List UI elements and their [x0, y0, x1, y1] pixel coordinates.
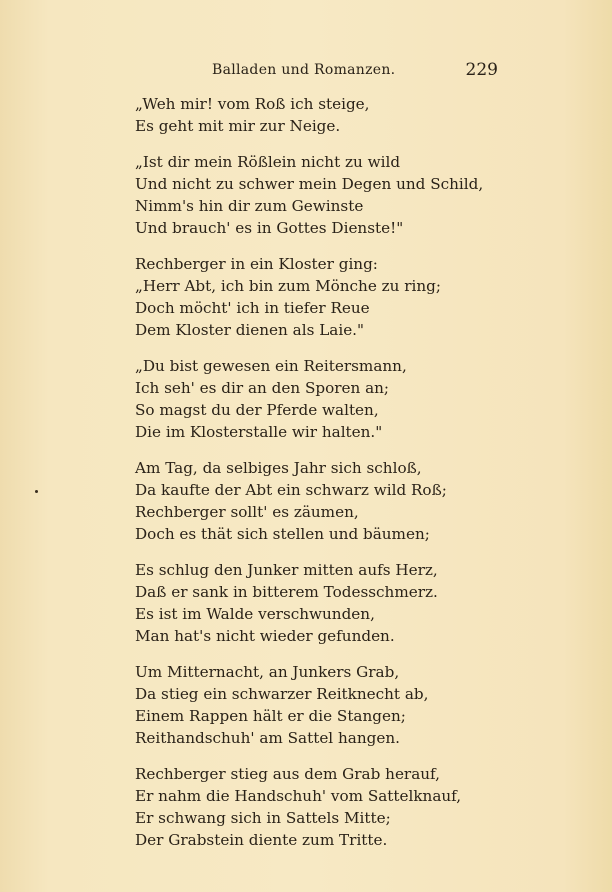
verse-line: So magst du der Pferde walten, — [135, 401, 379, 419]
verse-line: Da kaufte der Abt ein schwarz wild Roß; — [135, 481, 447, 499]
verse-line: Die im Klosterstalle wir halten." — [135, 423, 383, 441]
verse-line: „Herr Abt, ich bin zum Mönche zu ring; — [135, 277, 441, 295]
verse-line: Er schwang sich in Sattels Mitte; — [135, 809, 391, 827]
stanza — [135, 559, 495, 647]
verse-line: Es ist im Walde verschwunden, — [135, 605, 375, 623]
stanza — [135, 253, 495, 341]
verse-line: Er nahm die Handschuh' vom Sattelknauf, — [135, 787, 462, 805]
verse-line: Doch möcht' ich in tiefer Reue — [135, 299, 370, 317]
page-header — [212, 62, 512, 84]
verse-line: Man hat's nicht wieder gefunden. — [135, 627, 395, 645]
verse-line: Reithandschuh' am Sattel hangen. — [135, 729, 400, 747]
verse-line: Am Tag, da selbiges Jahr sich schloß, — [135, 459, 422, 477]
page-number: 229 — [465, 60, 498, 80]
verse-line: „Weh mir! vom Roß ich steige, — [135, 95, 370, 113]
verse-line: Ich seh' es dir an den Sporen an; — [135, 379, 390, 397]
verse-line: Rechberger stieg aus dem Grab herauf, — [135, 765, 440, 783]
stanza — [135, 93, 495, 137]
stanza — [135, 661, 495, 749]
stanza — [135, 151, 495, 239]
verse-line: Rechberger in ein Kloster ging: — [135, 255, 378, 273]
running-title: Balladen und Romanzen. — [212, 62, 396, 78]
verse-line: Dem Kloster dienen als Laie." — [135, 321, 364, 339]
verse-line: Doch es thät sich stellen und bäumen; — [135, 525, 430, 543]
verse-line: Um Mitternacht, an Junkers Grab, — [135, 663, 400, 681]
verse-line: Es schlug den Junker mitten aufs Herz, — [135, 561, 438, 579]
verse-line: Der Grabstein diente zum Tritte. — [135, 831, 388, 849]
verse-line: Nimm's hin dir zum Gewinste — [135, 197, 364, 215]
verse-line: Da stieg ein schwarzer Reitknecht ab, — [135, 685, 429, 703]
stanza — [135, 355, 495, 443]
poem-body — [135, 93, 495, 865]
verse-line: Rechberger sollt' es zäumen, — [135, 503, 359, 521]
verse-line: Daß er sank in bitterem Todesschmerz. — [135, 583, 438, 601]
verse-line: Einem Rappen hält er die Stangen; — [135, 707, 406, 725]
verse-line: „Du bist gewesen ein Reitersmann, — [135, 357, 407, 375]
verse-line: Es geht mit mir zur Neige. — [135, 117, 341, 135]
stanza — [135, 763, 495, 851]
verse-line: „Ist dir mein Rößlein nicht zu wild — [135, 153, 401, 171]
ink-speck — [35, 490, 38, 493]
verse-line: Und brauch' es in Gottes Dienste!" — [135, 219, 404, 237]
verse-line: Und nicht zu schwer mein Degen und Schild, — [135, 175, 484, 193]
stanza — [135, 457, 495, 545]
